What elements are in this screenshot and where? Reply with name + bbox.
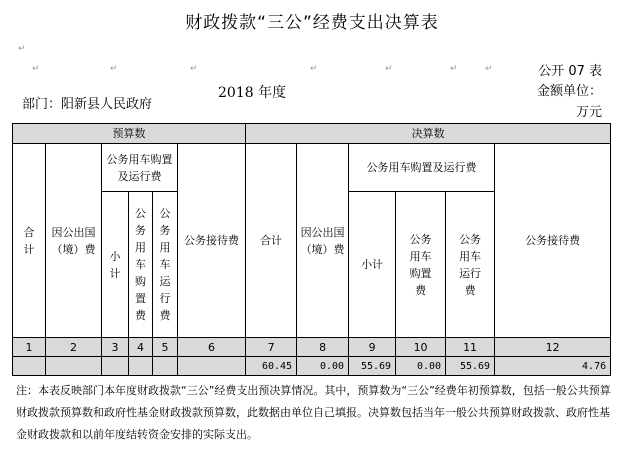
final-reception-header: 公务接待费: [495, 144, 611, 338]
column-index-cell: 3: [102, 338, 129, 357]
budget-group-header: 预算数: [13, 124, 246, 144]
footnote: 注：本表反映部门本年度财政拨款“三公”经费支出预决算情况。其中，预算数为“三公”经费年初预算数，包括一般公共预算财政拨款预算数和政府性基金财政拨款预算数，此数据由单位自己填报。决算数包括当年一般公共预算财政拨款、政府性基金财政拨款和以前年度结转资金安排的实际支出。: [16, 384, 611, 441]
paragraph-mark-icon: ↵: [450, 64, 458, 74]
value-cell: [13, 357, 46, 376]
final-total-header: 合计: [246, 144, 297, 338]
budget-abroad-header: 因公出国（境）费: [46, 144, 102, 338]
form-number: 公开 07 表: [538, 64, 602, 79]
paragraph-mark-icon: ↵: [485, 64, 493, 74]
column-index-cell: 8: [297, 338, 349, 357]
column-index-cell: 2: [46, 338, 102, 357]
value-cell: 0.00: [396, 357, 446, 376]
final-vehicle-purchase-header: 公务用车购置费: [396, 192, 446, 338]
paragraph-mark-icon: ↵: [18, 44, 26, 54]
column-index-cell: 10: [396, 338, 446, 357]
column-index-cell: 11: [446, 338, 495, 357]
budget-vehicle-operation-header: 公务用车运行费: [153, 192, 178, 338]
value-cell: 60.45: [246, 357, 297, 376]
value-cell: 55.69: [349, 357, 396, 376]
report-year: 2018 年度: [218, 85, 287, 101]
paragraph-mark-icon: ↵: [32, 64, 40, 74]
column-index-cell: 12: [495, 338, 611, 357]
paragraph-mark-icon: ↵: [310, 64, 318, 74]
budget-total-header: 合计: [13, 144, 46, 338]
column-index-cell: 9: [349, 338, 396, 357]
unit-label: 金额单位：: [536, 84, 602, 99]
budget-vehicle-purchase-header: 公务用车购置费: [129, 192, 153, 338]
column-index-cell: 5: [153, 338, 178, 357]
paragraph-mark-icon: ↵: [110, 64, 118, 74]
paragraph-mark-icon: ↵: [385, 64, 393, 74]
value-cell: [46, 357, 102, 376]
expenditure-table: [12, 123, 611, 376]
budget-vehicle-group-header: 公务用车购置及运行费: [102, 144, 178, 192]
final-vehicle-operation-header: 公务用车运行费: [446, 192, 495, 338]
final-group-header: 决算数: [246, 124, 611, 144]
paragraph-mark-icon: ↵: [190, 64, 198, 74]
report-title: 财政拨款“三公”经费支出决算表: [185, 13, 439, 33]
column-index-cell: 6: [178, 338, 246, 357]
value-cell: 55.69: [446, 357, 495, 376]
value-cell: [153, 357, 178, 376]
value-cell: 0.00: [297, 357, 349, 376]
column-index-cell: 1: [13, 338, 46, 357]
unit-value: 万元: [575, 105, 602, 120]
budget-reception-header: 公务接待费: [178, 144, 246, 338]
final-abroad-header: 因公出国（境）费: [297, 144, 349, 338]
department-name: 部门：阳新县人民政府: [22, 97, 153, 112]
final-vehicle-subtotal-header: 小计: [349, 192, 396, 338]
value-cell: [178, 357, 246, 376]
value-cell: [102, 357, 129, 376]
column-index-cell: 4: [129, 338, 153, 357]
value-cell: 4.76: [495, 357, 611, 376]
budget-vehicle-subtotal-header: 小计: [102, 192, 129, 338]
value-cell: [129, 357, 153, 376]
final-vehicle-group-header: 公务用车购置及运行费: [349, 144, 495, 192]
column-index-cell: 7: [246, 338, 297, 357]
